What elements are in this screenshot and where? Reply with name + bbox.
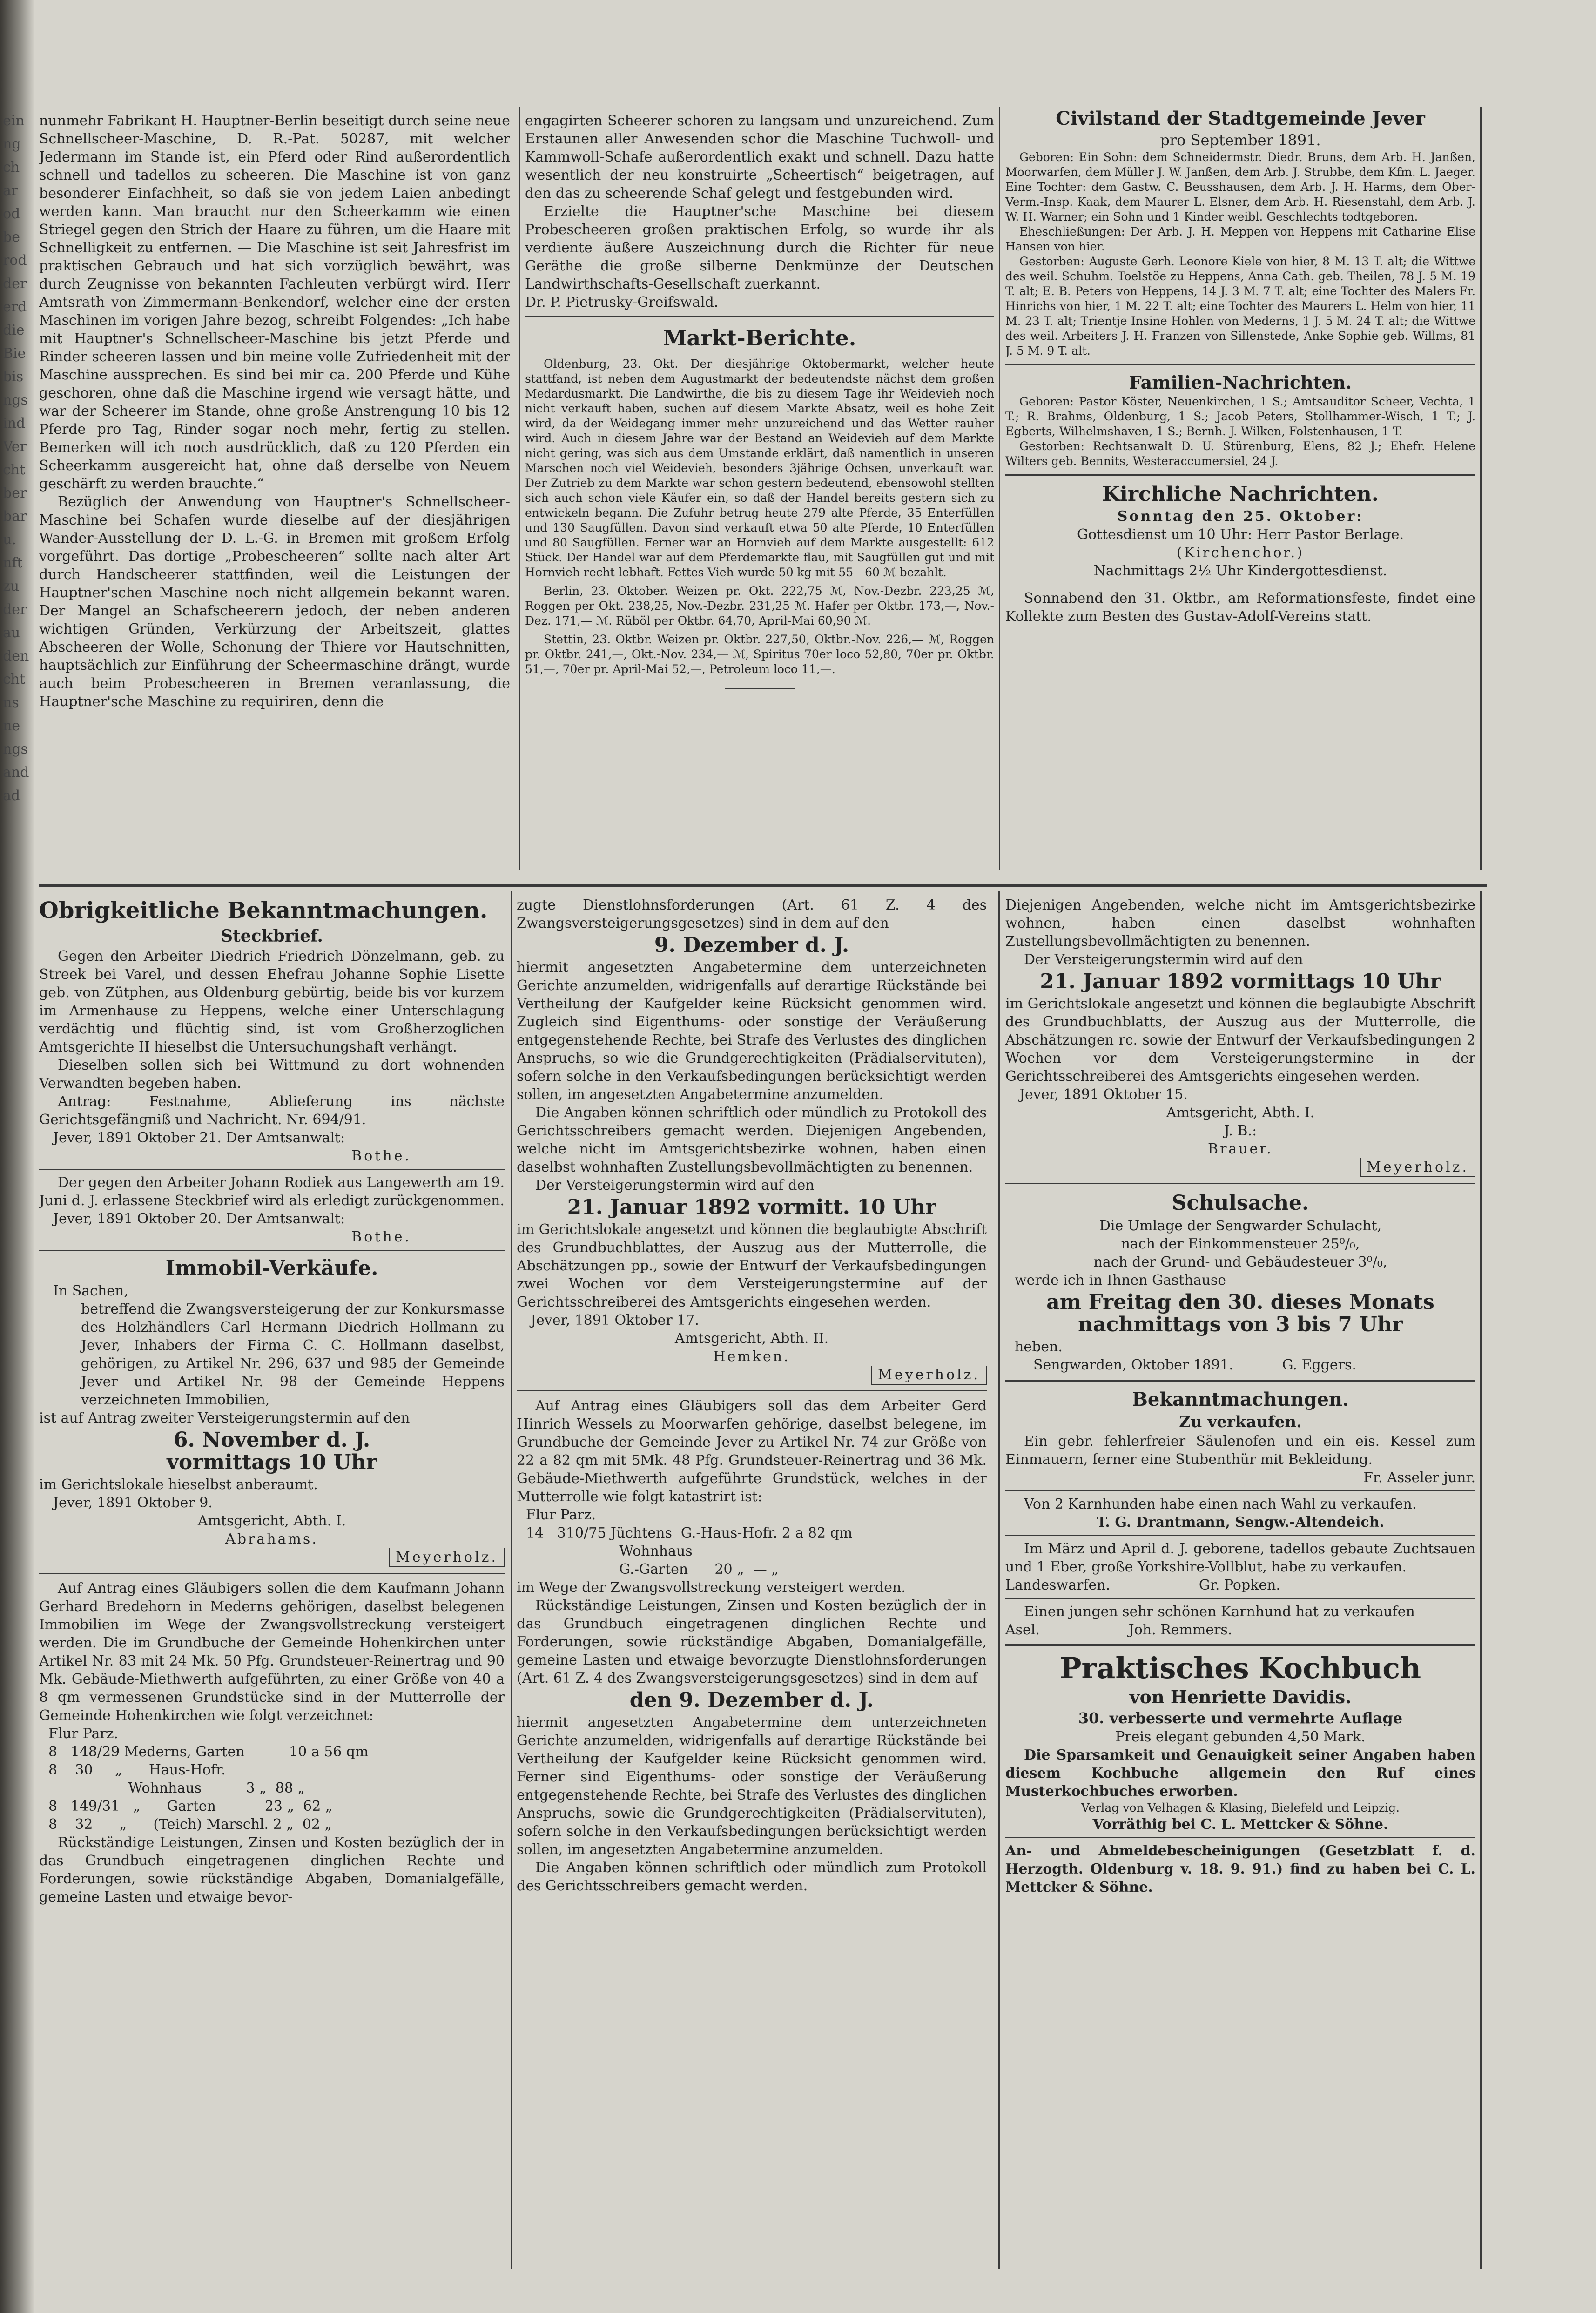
- family-entry: Geboren: Pastor Köster, Neuenkirchen, 1 S.; Amtsauditor Scheer, Vechta, 1 T.; R. Brahms, Oldenburg, 1 S.; Jacob Peters, Stollhammer-Wisch, 1 T.; J. Egberts, Wilhelmshaven, 1 S.; Bernh. J. Wilken, Folstenhausen, 1 T.: [1005, 395, 1475, 438]
- market-report: Stettin, 23. Oktbr. Weizen pr. Oktbr. 227,50, Oktbr.-Nov. 226,— ℳ, Roggen pr. Oktbr. 241,—, Okt.-Nov. 234,— ℳ, Spiritus 70er loco 52,80, 70er pr. Oktbr. 51,—, 70er pr. April-Mai 52,—, Petroleum loco 11,—.: [525, 633, 994, 676]
- court-name: Amtsgericht, Abth. I.: [197, 1513, 346, 1529]
- page-right-edge-rule: [1480, 107, 1482, 870]
- school-date: am Freitag den 30. dieses Monats: [1046, 1290, 1434, 1314]
- warrant-revoked: Der gegen den Arbeiter Johann Rodiek aus Langewerth am 19. Juni d. J. erlassene Steckbrief wird als erledigt zurückgenommen.: [39, 1174, 505, 1209]
- lot-row: 14 310/75 Jüchtens G.-Haus-Hofr. 2 a 82 qm: [526, 1525, 853, 1541]
- section-rule: [1005, 474, 1475, 476]
- auction-termin-intro: Der Versteigerungstermin wird auf den: [1024, 951, 1303, 968]
- lot-row: 8 149/31 „ Garten 23 „ 62 „: [48, 1798, 333, 1814]
- for-sale-signature: Fr. Asseler junr.: [1363, 1470, 1475, 1486]
- auction-conditions: Die Angaben können schriftlich oder mündlich zum Protokoll des Gerichtsschreibers gemacht werden.: [517, 1860, 987, 1894]
- auction-continued: Diejenigen Angebenden, welche nicht im Amtsgerichtsbezirke wohnen, haben einen daselbst wohnhaften Zustellungsbevollmächtigten zu benennen.: [1005, 897, 1475, 950]
- cookbook-description: Die Sparsamkeit und Genauigkeit seiner Angaben haben diesem Kochbuche allgemein den Ruf eines Musterkochbuches erworben.: [1005, 1747, 1475, 1800]
- claims-deadline: 9. Dezember d. J.: [654, 933, 849, 957]
- revoked-date: Jever, 1891 Oktober 20. Der Amtsanwalt:: [53, 1211, 345, 1227]
- cookbook-author: von Henriette Davidis.: [1129, 1686, 1352, 1707]
- binding-fragment: der: [3, 601, 27, 618]
- article-paragraph: Bezüglich der Anwendung von Hauptner's Schnellscheer-Maschine bei Schafen wurde dieselbe auf der diesjährigen Wander-Ausstellung der D. L.-G. in Bremen mit großem Erfolg vorgeführt. Das dortige „Probescheeren“ sollte nach alter Art durch Handscheerer stattfinden, weil die Leistungen der Hauptner'schen Maschine noch nicht allgemein bekannt waren. Der Mangel an Schafscheerern jedoch, der neben anderen wichtigen Gründen, Verkürzung der Arbeitszeit, glattes Abscheeren der Wolle, Schonung der Thiere vor Hautschnitten, hauptsächlich zur Einführung der Scheermaschine drängt, wurde auch beim Probescheeren in Bremen veranlassung, die Hauptner'sche Maschine zu requiriren, denn die: [39, 494, 510, 710]
- ad-rule: [1005, 1490, 1475, 1491]
- court-name: Amtsgericht, Abth. I.: [1166, 1105, 1315, 1121]
- binding-fragment: cht: [3, 671, 26, 688]
- notice-rule: [1005, 1183, 1475, 1184]
- auction-date-line: Jever, 1891 Oktober 15.: [1019, 1086, 1188, 1103]
- school-line: nach der Grund- und Gebäudesteuer 3⁰/₀,: [1093, 1254, 1387, 1270]
- for-sale-body: Ein gebr. fehlerfreier Säulenofen und ein eis. Kessel zum Einmauern, ferner eine Stubenthür mit Bekleidung.: [1005, 1433, 1475, 1468]
- real-estate-sales-title: Immobil-Verkäufe.: [165, 1256, 378, 1280]
- school-end: heben.: [1015, 1339, 1063, 1355]
- church-service: Gottesdienst um 10 Uhr: Herr Pastor Berlage.: [1077, 526, 1404, 543]
- dogs-ad: Von 2 Karnhunden habe einen nach Wahl zu verkaufen.: [1024, 1496, 1417, 1512]
- binding-fragment: ein: [3, 113, 25, 129]
- bredehorn-continued: Rückständige Leistungen, Zinsen und Kosten bezüglich der in das Grundbuch eingetragenen dinglichen Rechte und Forderungen, sowie rückständige Abgaben, Domanialgefälle, gemeine Lasten und etwaige bevor-: [39, 1834, 505, 1905]
- cookbook-publisher: Verlag von Velhagen & Klasing, Bielefeld und Leipzig.: [1081, 1801, 1400, 1814]
- binding-fragment: ne: [3, 718, 20, 734]
- lots-header: Flur Parz.: [526, 1507, 596, 1523]
- for-the-judge: J. B.:: [1224, 1123, 1257, 1139]
- lot-row: 8 30 „ Haus-Hofr.: [48, 1762, 226, 1778]
- pigs-ad-signature: Landeswarfen. Gr. Popken.: [1005, 1577, 1280, 1593]
- binding-fragment: die: [3, 322, 25, 338]
- church-collection: Sonnabend den 31. Oktbr., am Reformationsfeste, findet eine Kollekte zum Besten des Gustav-Adolf-Vereins statt.: [1005, 590, 1475, 625]
- auction-time: vormittags 10 Uhr: [167, 1450, 377, 1474]
- auction-conditions: Die Angaben können schriftlich oder mündlich zu Protokoll des Gerichtsschreibers gemacht werden. Diejenigen Angebenden, welche nicht im Amtsgerichtsbezirke wohnen, haben einen daselbst wohnhaften Zustellungsbevollmächtigten zu benennen.: [517, 1105, 987, 1175]
- civil-entry: Gestorben: Auguste Gerh. Leonore Kiele von hier, 8 M. 13 T. alt; die Wittwe des weil. Schuhm. Toelstöe zu Heppens, Anna Cath. geb. Theilen, 78 J. 5 M. 19 T. alt; E. B. Peters von Heppens, 14 J. 3 M. 7 T. alt; eine Tochter des Malers Fr. Hinrichs von hier, 1 M. 22 T. alt; eine Tochter des Maurers L. Helm von hier, 11 M. 23 T. alt; Trientje Insine Hohlen von Mederns, 1 J. 5 M. 24 T. alt; die Wittwe des weil. Arbeiters J. H. Franzen von Sillenstede, Anke Sophie geb. Willms, 81 J. 5 M. 9 T. alt.: [1005, 255, 1475, 357]
- cookbook-stockist: Vorräthig bei C. L. Mettcker & Söhne.: [1092, 1816, 1388, 1833]
- binding-fragment: be: [3, 229, 20, 245]
- auction-place: im Gerichtslokale hieselbst anberaumt.: [39, 1477, 318, 1493]
- civil-registry-title: Civilstand der Stadtgemeinde Jever: [1056, 108, 1425, 129]
- civil-family-church-notices: [1005, 107, 1475, 880]
- auction-date: 21. Januar 1892 vormittags 10 Uhr: [1040, 970, 1441, 993]
- official-notices: [39, 896, 505, 2293]
- column-divider: [511, 891, 512, 2269]
- article-shearing-machine: [39, 112, 510, 884]
- dog2-ad: Einen jungen sehr schönen Karnhund hat zu verkaufen: [1024, 1604, 1415, 1620]
- column-divider: [999, 107, 1000, 870]
- binding-fragment: ind: [3, 415, 26, 432]
- binding-fragment: rod: [3, 252, 27, 269]
- binding-fragment: au: [3, 625, 20, 641]
- clerk-box-wrap: [517, 1366, 987, 1385]
- binding-fragment: cht: [3, 462, 26, 478]
- civil-entry: Geboren: Ein Sohn: dem Schneidermstr. Diedr. Bruns, dem Arb. H. Janßen, Moorwarfen, dem Müller J. W. Janßen, dem Arb. J. Strubbe, dem Kfm. L. Jaeger. Eine Tochter: dem Gastw. C. Beusshausen, dem Arb. J. H. Harms, dem Ober-Verm.-Insp. Kaak, dem Maurer L. Elsner, dem Arb. H. Riesenstahl, dem Arb. J. W. H. Warner; ein Sohn und 1 Kinder weibl. Geschlechts todtgeboren.: [1005, 150, 1475, 223]
- binding-fragment: Ver: [3, 438, 27, 455]
- auction-date-line: Jever, 1891 Oktober 9.: [53, 1495, 213, 1511]
- cookbook-price: Preis elegant gebunden 4,50 Mark.: [1115, 1729, 1366, 1745]
- article-paragraph: Erzielte die Hauptner'sche Maschine bei diesem Probescheeren großen praktischen Erfolg, so wurde ihr als verdiente äußere Auszeichnung durch die Richter für neue Geräthe die große silberne Denkmünze der Deutschen Landwirthschafts-Gesellschaft zuerkannt.: [525, 203, 994, 292]
- binding-fragment: ch: [3, 159, 20, 175]
- binding-fragment: ad: [3, 788, 20, 804]
- civil-entry: Eheschließungen: Der Arb. J. H. Meppen von Heppens mit Catharine Elise Hansen von hier.: [1005, 225, 1475, 253]
- section-rule: [1005, 364, 1475, 365]
- church-news-title: Kirchliche Nachrichten.: [1102, 482, 1379, 506]
- binding-fragment: der: [3, 276, 27, 292]
- column-divider: [519, 107, 520, 870]
- market-report: Oldenburg, 23. Okt. Der diesjährige Oktobermarkt, welcher heute stattfand, ist neben dem Augustmarkt der bedeutendste nächst dem großen Medardusmarkt. Die Landwirthe, die bis zu diesem Tage ihr Weidevieh noch nicht verkauft haben, suchen auf diesem Markte Absatz, weil es hohe Zeit wird, da der Weidegang immer mehr unzureichend und das Wetter rauher wird. Auch in diesem Jahre war der Bestand an Weidevieh auf dem Markte nicht gering, was sich aus dem Umstande erklärt, daß namentlich in unseren Marschen noch viel Weidevieh, besonders 3jährige Ochsen, unverkauft war. Der Zutrieb zu dem Markte war schon gestern bedeutend, ebensowohl stellten sich auch schon viele Käufer ein, so daß der Handel bereits gestern sich zu entwickeln begann. Die Zufuhr betrug heute 279 alte Pferde, 35 Enterfüllen und 130 Saugfüllen. Davon sind verkauft etwa 50 alte Pferde, 10 Enterfüllen und 80 Saugfüllen. Ferner war an Hornvieh auf dem Markte ausgestellt: 612 Stück. Der Handel war auf dem Pferdemarkte flau, mit Saugfüllen gut und mit Hornvieh recht lebhaft. Fettes Vieh wurde 50 kg mit 55—60 ℳ bezahlt.: [525, 357, 994, 579]
- cookbook-edition: 30. verbesserte und vermehrte Auflage: [1078, 1709, 1403, 1727]
- civil-registry-subtitle: pro September 1891.: [1160, 131, 1321, 149]
- lot-row: 8 148/29 Mederns, Garten 10 a 56 qm: [48, 1744, 369, 1760]
- official-notices-title: Obrigkeitliche Bekanntmachungen.: [39, 897, 488, 924]
- bredehorn-notice: Auf Antrag eines Gläubigers sollen die dem Kaufmann Johann Gerhard Bredehorn in Mederns gehörigen, daselbst belegenen Immobilien im Wege der Zwangsvollstreckung versteigert werden. Die im Grundbuche der Gemeinde Hohenkirchen unter Artikel Nr. 83 mit 24 Mk. 50 Pfg. Grundsteuer-Reinertrag und 90 Mk. Gebäude-Miethwerth aufgeführten, zu einer Größe von 40 a 8 qm vermessenen Grundstücke sind in der Mutterrolle der Gemeinde Hohenkirchen wie folgt verzeichnet:: [39, 1580, 505, 1724]
- revoked-signature: Bothe.: [351, 1229, 411, 1245]
- binding-fragment: ngs: [3, 392, 28, 408]
- claims-deadline: den 9. Dezember d. J.: [629, 1688, 874, 1712]
- ad-rule: [1005, 1535, 1475, 1536]
- school-time: nachmittags von 3 bis 7 Uhr: [1078, 1313, 1403, 1336]
- binding-fragment: and: [3, 764, 29, 781]
- school-line: werde ich in Ihnen Gasthause: [1015, 1272, 1226, 1288]
- family-entry: Gestorben: Rechtsanwalt D. U. Stürenburg, Elens, 82 J.; Ehefr. Helene Wilters geb. Bennits, Westeraccumersiel, 24 J.: [1005, 439, 1475, 468]
- clerk-box-wrap: [39, 1548, 505, 1567]
- family-news-body: [1005, 394, 1475, 469]
- article-paragraph: engagirten Scheerer schoren zu langsam und unzureichend. Zum Erstaunen aller Anwesenden schor die Maschine Tuchwoll- und Kammwoll-Schafe außerordentlich exakt und schnell. Dazu hatte wesentlich der neu konstruirte „Scheertisch“ beigetragen, auf den das zu scheerende Schaf gelegt und festgebunden wird.: [525, 113, 994, 202]
- school-signature: Sengwarden, Oktober 1891. G. Eggers.: [1033, 1357, 1356, 1373]
- section-separator: [39, 884, 1487, 887]
- notice-rule: [39, 1250, 505, 1251]
- school-matter-title: Schulsache.: [1172, 1191, 1309, 1215]
- warrant-signature: Bothe.: [351, 1148, 411, 1164]
- end-rule: [725, 688, 795, 689]
- wessels-notice: Auf Antrag eines Gläubigers soll das dem Arbeiter Gerd Hinrich Wessels zu Moorwarfen gehörige, daselbst belegene, im Grundbuche der Gemeinde Jever zu Artikel Nr. 74 zur Größe von 22 a 82 qm mit 5Mk. 48 Pfg. Grundsteuer-Reinertrag und 36 Mk. Gebäude-Miethwerth aufgeführte Grundstück, welches in der Mutterrolle wie folgt katastrirt ist:: [517, 1398, 987, 1505]
- lot-row: Wohnhaus: [526, 1543, 693, 1559]
- announcements-title: Bekanntmachungen.: [1132, 1389, 1349, 1410]
- article-continuation-and-market: [525, 112, 994, 880]
- judge-name: Brauer.: [1208, 1141, 1273, 1157]
- in-matters: In Sachen,: [53, 1283, 128, 1299]
- lot-row: Wohnhaus 3 „ 88 „: [48, 1780, 305, 1796]
- clerk-name: Meyerholz.: [871, 1366, 987, 1385]
- binding-fragment: ar: [3, 182, 18, 199]
- notices-and-ads: [1005, 896, 1475, 2293]
- lots-header: Flur Parz.: [48, 1726, 119, 1742]
- dogs-ad-signature: T. G. Drantmann, Sengw.-Altendeich.: [1096, 1514, 1385, 1531]
- auction-date-line: Jever, 1891 Oktober 17.: [531, 1312, 699, 1328]
- auction-subject: betreffend die Zwangsversteigerung der zur Konkursmasse des Holzhändlers Carl Hermann Diedrich Hollmann zu Jever, Inhabers der Firma C. C. Hollmann daselbst, gehörigen, zu Artikel Nr. 296, 637 und 985 der Gemeinde Jever und Artikel Nr. 98 der Gemeinde Heppens verzeichneten Immobilien,: [81, 1301, 505, 1408]
- notice-rule: [39, 1573, 505, 1574]
- page-right-edge-rule: [1480, 891, 1482, 2269]
- lot-row: G.-Garten 20 „ — „: [526, 1561, 779, 1578]
- binding-fragment: od: [3, 206, 20, 222]
- column-divider: [998, 891, 1000, 2269]
- judge-name: Abrahams.: [225, 1531, 318, 1547]
- church-choir: (Kirchenchor.): [1177, 545, 1304, 561]
- market-reports-body: [525, 357, 994, 677]
- notice-rule: [39, 1169, 505, 1170]
- ad-rule: [1005, 1644, 1475, 1646]
- auction-intro: ist auf Antrag zweiter Versteigerungstermin auf den: [39, 1410, 410, 1426]
- warrant-body: Gegen den Arbeiter Diedrich Friedrich Dönzelmann, geb. zu Streek bei Varel, und dessen Ehefrau Johanne Sophie Lisette geb. von Zütphen, aus Oldenburg gebürtig, beide bis vor kurzem im Armenhause zu Heppens, welche einer Unterschlagung verdächtig und flüchtig sind, ist vom Großherzoglichen Amtsgerichte II hieselbst die Untersuchungshaft verhängt.: [39, 948, 505, 1055]
- warrant-request: Antrag: Festnahme, Ablieferung ins nächste Gerichtsgefängniß und Nachricht. Nr. 694/91.: [39, 1093, 505, 1128]
- article-author: Dr. P. Pietrusky-Greifswald.: [525, 294, 719, 310]
- lot-row: 8 32 „ (Teich) Marschl. 2 „ 02 „: [48, 1816, 332, 1833]
- binding-fragment: den: [3, 648, 29, 664]
- church-children-service: Nachmittags 2½ Uhr Kindergottesdienst.: [1093, 563, 1387, 579]
- binding-fragment: u.: [3, 532, 16, 548]
- warrant-body: Dieselben sollen sich bei Wittmund zu dort wohnenden Verwandten begeben haben.: [39, 1057, 505, 1092]
- clerk-name: Meyerholz.: [389, 1548, 505, 1567]
- dog2-ad-signature: Asel. Joh. Remmers.: [1005, 1622, 1232, 1638]
- binding-fragment: bar: [3, 508, 27, 525]
- clerk-box-wrap: [1005, 1158, 1475, 1177]
- auction-notices: [517, 896, 987, 2293]
- auction-claims: Rückständige Leistungen, Zinsen und Kosten bezüglich der in das Grundbuch eingetragenen dinglichen Rechte und Forderungen, sowie rückständige Abgaben, Domanialgefälle, gemeine Lasten und etwaige bevorzugte Dienstlohnsforderungen (Art. 61 Z. 4 des Zwangsversteigerungsgesetzes) sind in dem auf: [517, 1598, 987, 1686]
- civil-registry-body: [1005, 150, 1475, 358]
- auction-documents: im Gerichtslokale angesetzt und können die beglaubigte Abschrift des Grundbuchblatts, der Auszug aus der Mutterrolle, die Abschätzungen rc. sowie der Entwurf der Verkaufsbedingungen 2 Wochen vor dem Versteigerungstermine in der Gerichtsschreiberei des Amtsgerichts eingesehen werden.: [1005, 996, 1475, 1085]
- church-sunday: Sonntag den 25. Oktober:: [1117, 508, 1364, 525]
- clerk-name: Meyerholz.: [1360, 1158, 1475, 1177]
- auction-claims: zugte Dienstlohnsforderungen (Art. 61 Z. 4 des Zwangsversteigerungsgesetzes) sind in dem auf den: [517, 897, 987, 931]
- binding-fragment: ns: [3, 695, 19, 711]
- judge-name: Hemken.: [713, 1349, 790, 1365]
- auction-documents: im Gerichtslokale angesetzt und können die beglaubigte Abschrift des Grundbuchblattes, der Auszug aus der Mutterrolle, die Abschätzungen pp., sowie der Entwurf der Verkaufsbedingungen zwei Wochen vor dem Versteigerungstermine auf der Gerichtsschreiberei des Amtsgerichts eingesehen werden.: [517, 1221, 987, 1310]
- school-line: Die Umlage der Sengwarder Schulacht,: [1099, 1218, 1382, 1234]
- registration-forms-ad: An- und Abmeldebescheinigungen (Gesetzblatt f. d. Herzogth. Oldenburg v. 18. 9. 91.) find zu haben bei C. L. Mettcker & Söhne.: [1005, 1843, 1475, 1895]
- section-rule: [525, 316, 994, 317]
- ad-rule: [1005, 1837, 1475, 1838]
- binding-fragment: Bie: [3, 345, 26, 362]
- article-paragraph: nunmehr Fabrikant H. Hauptner-Berlin beseitigt durch seine neue Schnellscheer-Maschine, D. R.-Pat. 50287, mit welcher Jedermann im Stande ist, ein Pferd oder Rind außerordentlich schnell und tadellos zu scheeren. Die Maschine ist von ganz besonderer Einfachheit, so daß sie von jedem Laien anbedingt werden kann. Man braucht nur den Scheerkamm wie einen Striegel gegen den Strich der Haare zu führen, um die Haare mit Schnelligkeit zu entfernen. — Die Maschine ist seit Jahresfrist im praktischen Gebrauch und hat sich vorzüglich bewährt, was durch Zeugnisse von bekannten Fachleuten verbürgt wird. Herr Amtsrath von Zimmermann-Benkendorf, welcher eine der ersten Maschinen im vorigen Jahre bezog, schreibt Folgendes: „Ich habe mit Hauptner's Schnellscheer-Maschine bis jetzt Pferde und Rinder scheeren lassen und bin meine volle Zufriedenheit mit der Maschine aussprechen. Es sind bei mir ca. 200 Pferde und Kühe geschoren, ohne daß die Maschine irgend wie versagt hätte, und war der Scheerer im Stande, ohne große Anstrengung 10 bis 12 Pferde pro Tag, Rinder sogar noch mehr, fertig zu stellen. Bemerken will ich noch ausdrücklich, daß zu 120 Pferden ein Scheerkamm ausgereicht hat, ohne daß derselbe von Neuem geschärft zu werden brauchte.“: [39, 113, 510, 492]
- pigs-ad: Im März und April d. J. geborene, tadellos gebaute Zuchtsauen und 1 Eber, große Yorkshire-Vollblut, habe zu verkaufen.: [1005, 1541, 1475, 1575]
- cookbook-title: Praktisches Kochbuch: [1059, 1651, 1421, 1685]
- binding-fragment: erd: [3, 299, 27, 315]
- ad-rule: [1005, 1598, 1475, 1599]
- market-report: Berlin, 23. Oktober. Weizen pr. Okt. 222,75 ℳ, Nov.-Dezbr. 223,25 ℳ, Roggen per Okt. 238,25, Nov.-Dezbr. 231,25 ℳ. Hafer per Oktbr. 173,—, Nov.-Dez. 171,— ℳ. Rüböl per Oktbr. 64,70, April-Mai 60,90 ℳ.: [525, 584, 994, 627]
- warrant-title: Steckbrief.: [221, 926, 323, 946]
- for-sale-title: Zu verkaufen.: [1179, 1413, 1302, 1431]
- auction-date: 6. November d. J.: [173, 1428, 370, 1452]
- notice-rule: [1005, 1380, 1475, 1382]
- auction-termin-intro: Der Versteigerungstermin wird auf den: [535, 1177, 815, 1194]
- warrant-date: Jever, 1891 Oktober 21. Der Amtsanwalt:: [53, 1130, 345, 1146]
- market-reports-title: Markt-Berichte.: [663, 325, 856, 351]
- binding-fragment: ngs: [3, 741, 28, 757]
- binding-fragment: ng: [3, 136, 21, 152]
- family-news-title: Familien-Nachrichten.: [1129, 372, 1352, 393]
- notice-rule: [517, 1390, 987, 1391]
- binding-fragment: zu: [3, 578, 20, 594]
- binding-fragment: bis: [3, 369, 24, 385]
- binding-fragment: nft: [3, 555, 23, 571]
- wessels-auction: im Wege der Zwangsvollstreckung versteigert werden.: [517, 1579, 906, 1596]
- binding-fragment: ber: [3, 485, 27, 501]
- auction-conditions: hiermit angesetzten Angabetermine dem unterzeichneten Gerichte anzumelden, widrigenfalls auf derartige Rückstände bei Vertheilung der Kaufgelder keine Rücksicht genommen wird. Ferner sind Eigenthums- oder sonstige der Veräußerung entgegenstehende Rechte, bei Strafe des Verlustes des dinglichen Anspruchs, sowie die Grundgerechtigkeiten (Prädialservituten), sofern solche in den Verkaufsbedingungen berücksichtigt werden sollen, im angesetzten Angabetermine anzumelden.: [517, 1714, 987, 1858]
- school-line: nach der Einkommensteuer 25⁰/₀,: [1121, 1236, 1360, 1252]
- court-name: Amtsgericht, Abth. II.: [674, 1330, 829, 1347]
- auction-date: 21. Januar 1892 vormitt. 10 Uhr: [567, 1195, 936, 1219]
- auction-conditions: hiermit angesetzten Angabetermine dem unterzeichneten Gerichte anzumelden, widrigenfalls auf derartige Rückstände bei Vertheilung der Kaufgelder keine Rücksicht genommen wird. Zugleich sind Eigenthums- oder sonstige der Veräußerung entgegenstehende Rechte, bei Strafe des Verlustes des dinglichen Anspruchs, so wie die Grundgerechtigkeiten (Prädialservituten), sofern solche in den Verkaufsbedingungen berücksichtigt werden sollen, im angesetzten Angabetermine anzumelden.: [517, 959, 987, 1103]
